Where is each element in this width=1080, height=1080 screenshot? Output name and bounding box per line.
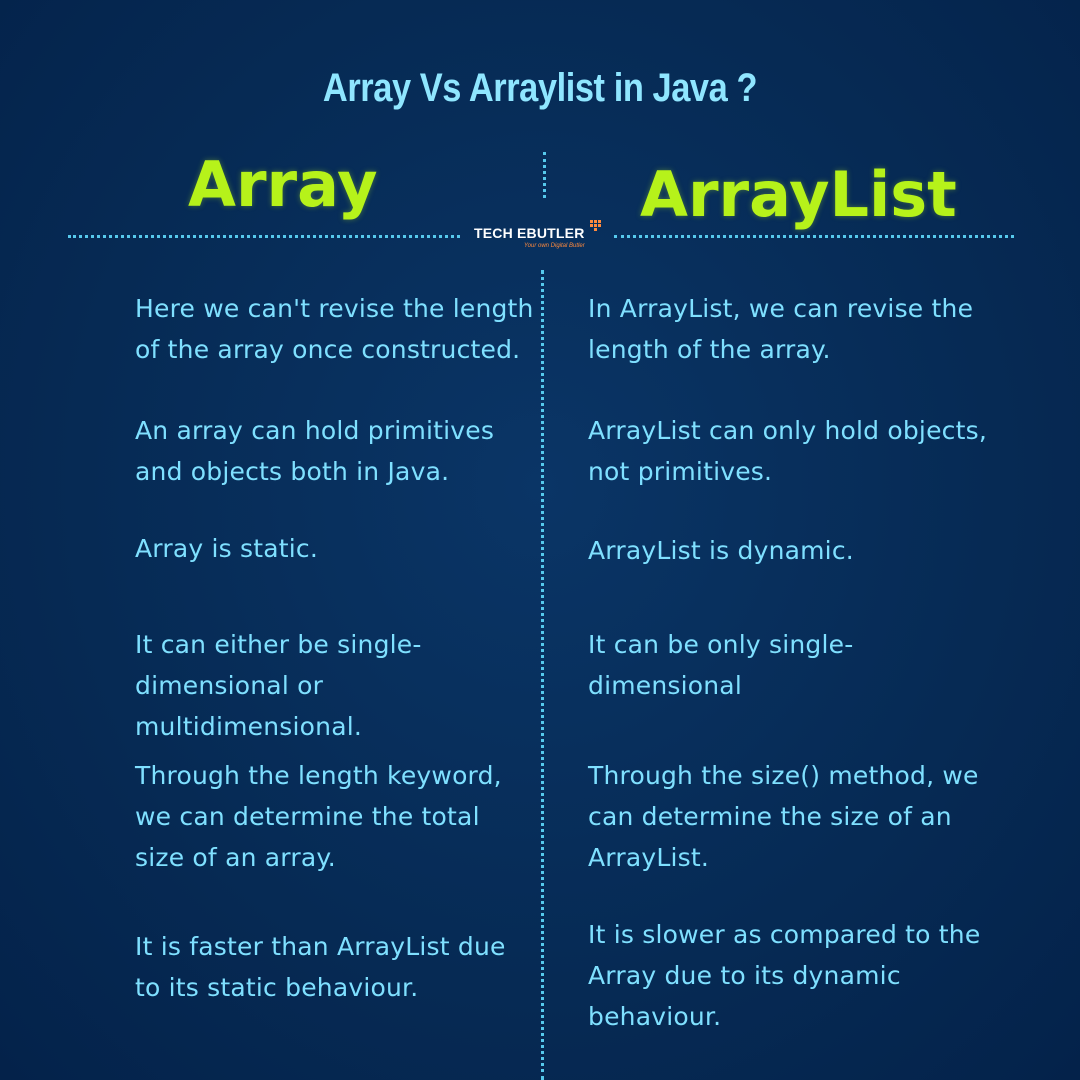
divider-vertical-top — [543, 152, 546, 198]
page-title: Array Vs Arraylist in Java ? — [322, 66, 758, 110]
arraylist-row-3: ArrayList is dynamic. — [588, 536, 854, 565]
column-heading-arraylist: ArrayList — [640, 158, 957, 231]
arraylist-row-2: ArrayList can only hold objects, not primitives. — [588, 416, 987, 486]
arraylist-row-4: It can be only single- dimensional — [588, 630, 854, 700]
array-row-3: Array is static. — [135, 534, 318, 563]
array-row-1: Here we can't revise the length of the array once constructed. — [135, 294, 534, 364]
array-row-2: An array can hold primitives and objects both in Java. — [135, 416, 495, 486]
arraylist-row-5: Through the size() method, we can determine the size of an ArrayList. — [588, 761, 979, 872]
array-row-5: Through the length keyword, we can determine the total size of an array. — [135, 761, 502, 872]
arraylist-row-1: In ArrayList, we can revise the length of the array. — [588, 294, 974, 364]
logo-grid-icon — [590, 220, 604, 234]
array-row-6: It is faster than ArrayList due to its static behaviour. — [135, 932, 506, 1002]
array-row-4: It can either be single- dimensional or multidimensional. — [135, 630, 422, 741]
column-heading-array: Array — [188, 148, 378, 221]
arraylist-row-6: It is slower as compared to the Array due to its dynamic behaviour. — [588, 920, 981, 1031]
techebutler-logo — [474, 222, 614, 252]
divider-vertical-main — [541, 270, 544, 1080]
divider-horizontal-left — [68, 235, 460, 238]
logo-text: TECH EBUTLER — [474, 225, 585, 241]
logo-tagline: Your own Digital Butler — [524, 243, 585, 249]
divider-horizontal-right — [614, 235, 1014, 238]
